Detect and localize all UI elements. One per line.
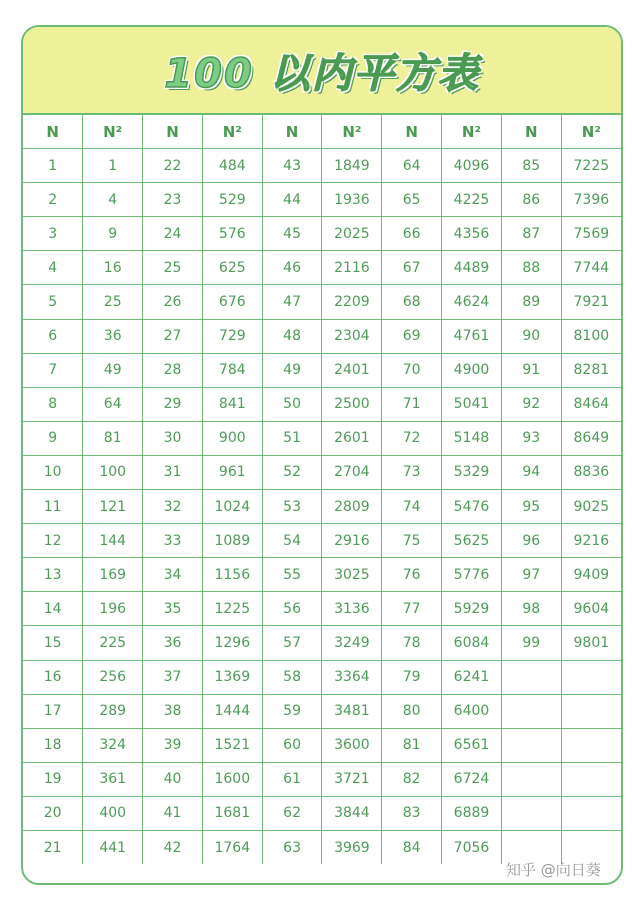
cell-n: 86 [501,183,561,217]
cell-n: 58 [262,660,322,694]
squares-table [23,115,621,864]
cell-n [501,660,561,694]
cell-n: 53 [262,490,322,524]
cell-n-squared: 2401 [322,353,382,387]
cell-n-squared: 25 [83,285,143,319]
cell-n-squared: 169 [83,558,143,592]
cell-n-squared: 676 [202,285,262,319]
cell-n-squared: 6241 [442,660,502,694]
cell-n: 47 [262,285,322,319]
cell-n-squared: 1764 [202,830,262,864]
cell-n: 64 [382,149,442,183]
cell-n: 52 [262,455,322,489]
cell-n: 38 [143,694,203,728]
cell-n: 65 [382,183,442,217]
cell-n-squared: 9801 [561,626,621,660]
cell-n-squared: 5041 [442,387,502,421]
cell-n: 21 [23,830,83,864]
cell-n-squared: 529 [202,183,262,217]
cell-n-squared: 2304 [322,319,382,353]
table-row [23,490,621,524]
cell-n: 69 [382,319,442,353]
cell-n: 68 [382,285,442,319]
cell-n: 79 [382,660,442,694]
cell-n-squared: 8836 [561,455,621,489]
cell-n: 71 [382,387,442,421]
table-header-row [23,115,621,149]
cell-n-squared: 4761 [442,319,502,353]
table-row [23,285,621,319]
cell-n: 25 [143,251,203,285]
cell-n-squared: 4624 [442,285,502,319]
cell-n: 81 [382,728,442,762]
cell-n-squared: 729 [202,319,262,353]
cell-n-squared: 1521 [202,728,262,762]
cell-n: 74 [382,490,442,524]
cell-n: 34 [143,558,203,592]
cell-n: 95 [501,490,561,524]
cell-n: 22 [143,149,203,183]
table-row [23,694,621,728]
header-n-squared: N² [322,115,382,149]
cell-n: 54 [262,524,322,558]
cell-n: 8 [23,387,83,421]
cell-n: 45 [262,217,322,251]
watermark: 知乎 @向日葵 [506,861,601,879]
table-row [23,217,621,251]
cell-n: 3 [23,217,83,251]
cell-n-squared [561,728,621,762]
cell-n-squared: 225 [83,626,143,660]
table-row [23,183,621,217]
cell-n-squared: 9604 [561,592,621,626]
cell-n-squared: 6084 [442,626,502,660]
cell-n-squared: 2116 [322,251,382,285]
cell-n-squared: 49 [83,353,143,387]
cell-n-squared: 961 [202,455,262,489]
cell-n-squared: 4900 [442,353,502,387]
cell-n: 99 [501,626,561,660]
cell-n: 61 [262,762,322,796]
cell-n-squared: 3600 [322,728,382,762]
header-n-squared: N² [83,115,143,149]
cell-n: 63 [262,830,322,864]
cell-n-squared: 7225 [561,149,621,183]
cell-n-squared: 4225 [442,183,502,217]
cell-n: 93 [501,421,561,455]
cell-n: 87 [501,217,561,251]
cell-n-squared: 1 [83,149,143,183]
cell-n: 24 [143,217,203,251]
cell-n-squared: 7744 [561,251,621,285]
cell-n-squared: 576 [202,217,262,251]
cell-n: 18 [23,728,83,762]
table-row [23,592,621,626]
cell-n: 82 [382,762,442,796]
cell-n-squared: 625 [202,251,262,285]
cell-n: 33 [143,524,203,558]
cell-n: 66 [382,217,442,251]
cell-n-squared: 7396 [561,183,621,217]
table-row [23,319,621,353]
cell-n-squared: 1225 [202,592,262,626]
cell-n: 14 [23,592,83,626]
cell-n-squared: 784 [202,353,262,387]
table-row [23,387,621,421]
cell-n-squared: 2809 [322,490,382,524]
cell-n-squared [561,660,621,694]
cell-n: 12 [23,524,83,558]
cell-n: 98 [501,592,561,626]
table-row [23,762,621,796]
cell-n [501,694,561,728]
cell-n: 78 [382,626,442,660]
cell-n: 85 [501,149,561,183]
table-row [23,626,621,660]
cell-n-squared: 144 [83,524,143,558]
cell-n [501,762,561,796]
header-n: N [23,115,83,149]
cell-n: 59 [262,694,322,728]
cell-n: 4 [23,251,83,285]
cell-n-squared: 3364 [322,660,382,694]
cell-n-squared: 5329 [442,455,502,489]
cell-n-squared: 841 [202,387,262,421]
cell-n: 60 [262,728,322,762]
cell-n-squared: 1681 [202,796,262,830]
cell-n-squared: 2209 [322,285,382,319]
cell-n-squared: 3844 [322,796,382,830]
table-row [23,524,621,558]
cell-n: 5 [23,285,83,319]
cell-n-squared: 3249 [322,626,382,660]
cell-n-squared: 1936 [322,183,382,217]
cell-n-squared: 4096 [442,149,502,183]
cell-n: 44 [262,183,322,217]
cell-n: 28 [143,353,203,387]
cell-n-squared: 4 [83,183,143,217]
cell-n: 49 [262,353,322,387]
cell-n: 26 [143,285,203,319]
cell-n-squared: 1296 [202,626,262,660]
cell-n-squared: 5929 [442,592,502,626]
table-row [23,796,621,830]
cell-n: 37 [143,660,203,694]
cell-n-squared: 9216 [561,524,621,558]
cell-n-squared: 5625 [442,524,502,558]
cell-n-squared: 2601 [322,421,382,455]
cell-n: 19 [23,762,83,796]
table-body [23,149,621,864]
cell-n: 27 [143,319,203,353]
cell-n: 57 [262,626,322,660]
cell-n: 23 [143,183,203,217]
cell-n-squared: 3481 [322,694,382,728]
cell-n-squared: 256 [83,660,143,694]
cell-n: 39 [143,728,203,762]
cell-n [501,796,561,830]
cell-n-squared: 4489 [442,251,502,285]
cell-n: 11 [23,490,83,524]
cell-n-squared: 289 [83,694,143,728]
cell-n: 40 [143,762,203,796]
cell-n: 42 [143,830,203,864]
header-n-squared: N² [561,115,621,149]
cell-n: 41 [143,796,203,830]
cell-n-squared: 8464 [561,387,621,421]
cell-n-squared: 5476 [442,490,502,524]
cell-n: 36 [143,626,203,660]
cell-n-squared: 8281 [561,353,621,387]
header-n: N [143,115,203,149]
cell-n-squared: 6400 [442,694,502,728]
cell-n: 30 [143,421,203,455]
cell-n: 94 [501,455,561,489]
cell-n: 10 [23,455,83,489]
cell-n-squared: 7569 [561,217,621,251]
cell-n: 29 [143,387,203,421]
table-row [23,558,621,592]
cell-n-squared: 7921 [561,285,621,319]
cell-n: 70 [382,353,442,387]
cell-n-squared: 6561 [442,728,502,762]
header-n-squared: N² [442,115,502,149]
cell-n: 16 [23,660,83,694]
cell-n-squared: 2025 [322,217,382,251]
cell-n-squared: 1369 [202,660,262,694]
page-title: 100 以内平方表 [164,50,480,97]
cell-n: 48 [262,319,322,353]
cell-n: 75 [382,524,442,558]
cell-n-squared: 9 [83,217,143,251]
cell-n-squared [561,694,621,728]
cell-n: 89 [501,285,561,319]
cell-n: 1 [23,149,83,183]
cell-n: 2 [23,183,83,217]
cell-n-squared: 6724 [442,762,502,796]
cell-n-squared: 5776 [442,558,502,592]
cell-n: 56 [262,592,322,626]
cell-n-squared: 121 [83,490,143,524]
cell-n-squared: 7056 [442,830,502,864]
cell-n-squared: 324 [83,728,143,762]
cell-n-squared: 2500 [322,387,382,421]
cell-n-squared: 5148 [442,421,502,455]
cell-n: 90 [501,319,561,353]
cell-n-squared: 484 [202,149,262,183]
table-row [23,421,621,455]
cell-n: 72 [382,421,442,455]
cell-n [501,728,561,762]
cell-n-squared: 1024 [202,490,262,524]
table-row [23,728,621,762]
cell-n: 7 [23,353,83,387]
cell-n-squared: 8649 [561,421,621,455]
cell-n: 35 [143,592,203,626]
cell-n: 76 [382,558,442,592]
cell-n-squared: 16 [83,251,143,285]
cell-n-squared: 196 [83,592,143,626]
cell-n-squared: 9409 [561,558,621,592]
cell-n: 50 [262,387,322,421]
cell-n-squared: 1849 [322,149,382,183]
cell-n-squared: 2916 [322,524,382,558]
cell-n: 20 [23,796,83,830]
cell-n: 32 [143,490,203,524]
cell-n: 77 [382,592,442,626]
cell-n: 80 [382,694,442,728]
cell-n: 6 [23,319,83,353]
cell-n-squared: 9025 [561,490,621,524]
cell-n-squared: 64 [83,387,143,421]
cell-n-squared: 361 [83,762,143,796]
cell-n-squared: 3969 [322,830,382,864]
cell-n-squared: 8100 [561,319,621,353]
table-row [23,353,621,387]
cell-n-squared: 1444 [202,694,262,728]
title-banner [23,27,621,115]
cell-n: 9 [23,421,83,455]
cell-n: 83 [382,796,442,830]
cell-n-squared [561,762,621,796]
table-row [23,149,621,183]
cell-n: 15 [23,626,83,660]
header-n: N [501,115,561,149]
cell-n-squared [561,796,621,830]
header-n-squared: N² [202,115,262,149]
cell-n-squared: 3721 [322,762,382,796]
cell-n: 51 [262,421,322,455]
cell-n: 17 [23,694,83,728]
cell-n: 97 [501,558,561,592]
table-row [23,251,621,285]
cell-n: 91 [501,353,561,387]
cell-n-squared: 36 [83,319,143,353]
cell-n-squared: 1156 [202,558,262,592]
header-n: N [382,115,442,149]
cell-n-squared: 81 [83,421,143,455]
cell-n-squared: 2704 [322,455,382,489]
cell-n: 96 [501,524,561,558]
square-table-card [21,25,623,885]
cell-n: 73 [382,455,442,489]
cell-n: 84 [382,830,442,864]
cell-n: 55 [262,558,322,592]
cell-n-squared: 3136 [322,592,382,626]
cell-n-squared: 100 [83,455,143,489]
table-row [23,660,621,694]
cell-n: 88 [501,251,561,285]
header-n: N [262,115,322,149]
cell-n: 67 [382,251,442,285]
cell-n-squared: 400 [83,796,143,830]
table-row [23,455,621,489]
cell-n: 31 [143,455,203,489]
cell-n-squared: 900 [202,421,262,455]
cell-n: 62 [262,796,322,830]
cell-n: 13 [23,558,83,592]
cell-n-squared: 3025 [322,558,382,592]
cell-n-squared: 441 [83,830,143,864]
cell-n: 46 [262,251,322,285]
cell-n: 92 [501,387,561,421]
cell-n-squared: 1600 [202,762,262,796]
cell-n-squared: 6889 [442,796,502,830]
cell-n-squared: 1089 [202,524,262,558]
cell-n: 43 [262,149,322,183]
cell-n-squared: 4356 [442,217,502,251]
